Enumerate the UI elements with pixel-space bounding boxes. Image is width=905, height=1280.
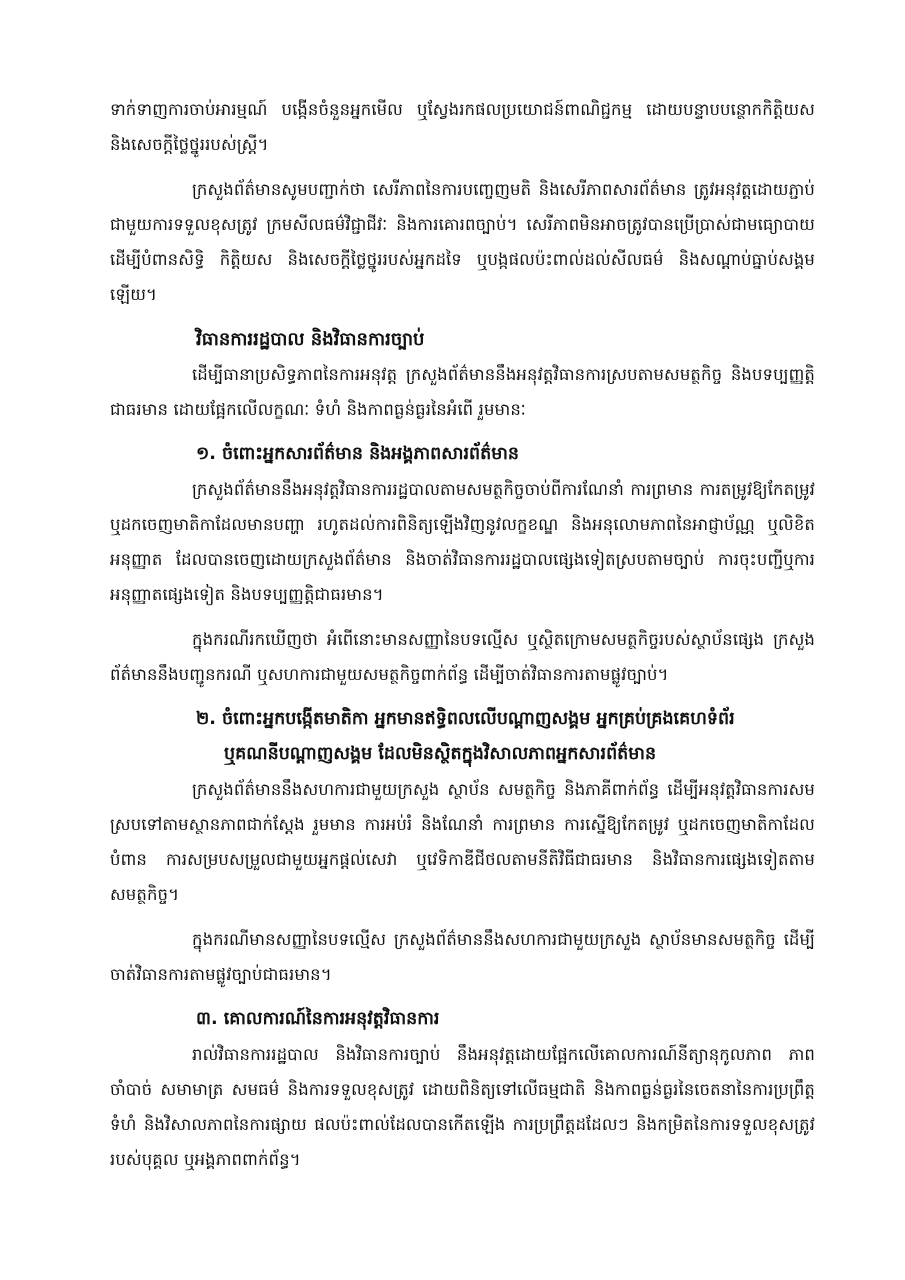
section-heading-measures: វិធានការរដ្ឋបាល និងវិធានការច្បាប់ bbox=[196, 329, 425, 350]
paragraph-principles: រាល់វិធានការរដ្ឋបាល និងវិធានការច្បាប់ នឹងអនុវត្តដោយផ្អែកលើគោលការណ៍នីត្យានុកូលភាព ភាពចាំបាច់ សមាមាត្រ សមធម៌ និងការទទួលខុសត្រូវ ដោយពិនិត្យទៅលើធម្មជាតិ និងកាពធ្ងន់ធ្ងរនៃចេតនានៃការប្រព្រឹត្ត ទំហំ និងវិសាលភាពនៃការផ្សាយ ផលប៉ះពាល់ដែលបានកើតឡើង ការប្រព្រឹត្តដដែលៗ និងកម្រិតនៃការទទួលខុសត្រូវរបស់បុគ្គល ឬអង្គភាពពាក់ព័ន្ធ។ bbox=[110, 1045, 815, 1169]
paragraph-creators-legal: ក្នុងករណីមានសញ្ញានៃបទល្មើស ក្រសួងព័ត៌មាននឹងសហការជាមួយក្រសួង ស្ថាប័នមានសមត្ថកិច្ច ដើម្បីចាត់វិធានការតាមផ្លូវច្បាប់ជាធរមាន។ bbox=[110, 930, 815, 984]
paragraph-intro-continuation: ទាក់ទាញការចាប់អារម្មណ៍ បង្កើនចំនួនអ្នកមើល ឬស្វែងរកផលប្រយោជន៍ពាណិជ្ជកម្ម ដោយបន្ទាបបន្ថោកកិត្តិយស និងសេចក្តីថ្លៃថ្នូររបស់ស្ត្រី។ bbox=[110, 100, 815, 154]
paragraph-creators-cooperation: ក្រសួងព័ត៌មាននឹងសហការជាមួយក្រសួង ស្ថាប័ន សមត្ថកិច្ច និងភាគីពាក់ព័ន្ធ ដើម្បីអនុវត្តវិធានការសមស្របទៅតាមស្ថានភាពជាក់ស្តែង រួមមាន ការអប់រំ និងណែនាំ ការព្រមាន ការស្នើឱ្យកែតម្រូវ ឬដកចេញមាតិកាដែលបំពាន ការសម្របសម្រួលជាមួយអ្នកផ្តល់សេវា ឬវេទិកាឌីជីថលតាមនីតិវិធីជាធរមាន និងវិធានការផ្សេងទៀតតាមសមត្ថកិច្ច។ bbox=[110, 780, 815, 904]
paragraph-measures-intro: ដើម្បីធានាប្រសិទ្ធភាពនៃការអនុវត្ត ក្រសួងព័ត៌មាននឹងអនុវត្តវិធានការស្របតាមសមត្ថកិច្ច និងបទប្បញ្ញត្តិជាធរមាន ដោយផ្អែកលើលក្ខណៈ ទំហំ និងកាពធ្ងន់ធ្ងរនៃអំពើ រួមមានៈ bbox=[110, 365, 815, 419]
subheading-content-creators bbox=[196, 702, 815, 772]
paragraph-freedom-responsibility: ក្រសួងព័ត៌មានសូមបញ្ជាក់ថា សេរីភាពនៃការបញ្ចេញមតិ និងសេរីភាពសារព័ត៌មាន ត្រូវអនុវត្តដោយភ្ជាប់ជាមួយការទទួលខុសត្រូវ ក្រមសីលធម៌វិជ្ជាជីវៈ និងការគោរពច្បាប់។ សេរីភាពមិនអាចត្រូវបានប្រើប្រាស់ជាមធ្យោបាយដើម្បីបំពានសិទ្ធិ កិត្តិយស និងសេចក្តីថ្លៃថ្នូររបស់អ្នកដទៃ ឬបង្កផលប៉ះពាល់ដល់សីលធម៌ និងសណ្តាប់ធ្នាប់សង្គមឡើយ។ bbox=[110, 180, 815, 304]
subheading-journalists: ១. ចំពោះអ្នកសារព័ត៌មាន និងអង្គភាពសារព័ត៌មាន bbox=[196, 444, 520, 464]
paragraph-journalists-admin: ក្រសួងព័ត៌មាននឹងអនុវត្តវិធានការរដ្ឋបាលតាមសមត្ថកិច្ចចាប់ពីការណែនាំ ការព្រមាន ការតម្រូវឱ្យកែតម្រូវ ឬដកចេញមាតិកាដែលមានបញ្ហា រហូតដល់ការពិនិត្យឡើងវិញនូវលក្ខខណ្ឌ និងអនុលោមភាពនៃអាជ្ញាប័ណ្ណ ឬលិខិតអនុញ្ញាត ដែលបានចេញដោយក្រសួងព័ត៌មាន និងចាត់វិធានការរដ្ឋបាលផ្សេងទៀតស្របតាមច្បាប់ ការចុះបញ្ជីឬការអនុញ្ញាតផ្សេងទៀត និងបទប្បញ្ញត្តិជាធរមាន។ bbox=[110, 480, 815, 604]
paragraph-journalists-referral: ក្នុងករណីរកឃើញថា អំពើនោះមានសញ្ញានៃបទល្មើស ឬស្ថិតក្រោមសមត្ថកិច្ចរបស់ស្ថាប័នផ្សេង ក្រសួងព័ត៌មាននឹងបញ្ជូនករណី ឬសហការជាមួយសមត្ថកិច្ចពាក់ព័ន្ធ ដើម្បីចាត់វិធានការតាមផ្លូវច្បាប់។ bbox=[110, 630, 815, 684]
subheading-content-creators-line2: ឬគណនីបណ្តាញសង្គម ដែលមិនស្ថិតក្នុងវិសាលភាពអ្នកសារព័ត៌មាន bbox=[224, 744, 657, 764]
subheading-content-creators-line1: ២. ចំពោះអ្នកបង្កើតមាតិកា អ្នកមានឥទ្ធិពលលើបណ្តាញសង្គម អ្នកគ្រប់គ្រងគេហទំព័រ bbox=[196, 709, 735, 729]
subheading-principles: ៣. គោលការណ៍នៃការអនុវត្តវិធានការ bbox=[196, 1009, 440, 1029]
